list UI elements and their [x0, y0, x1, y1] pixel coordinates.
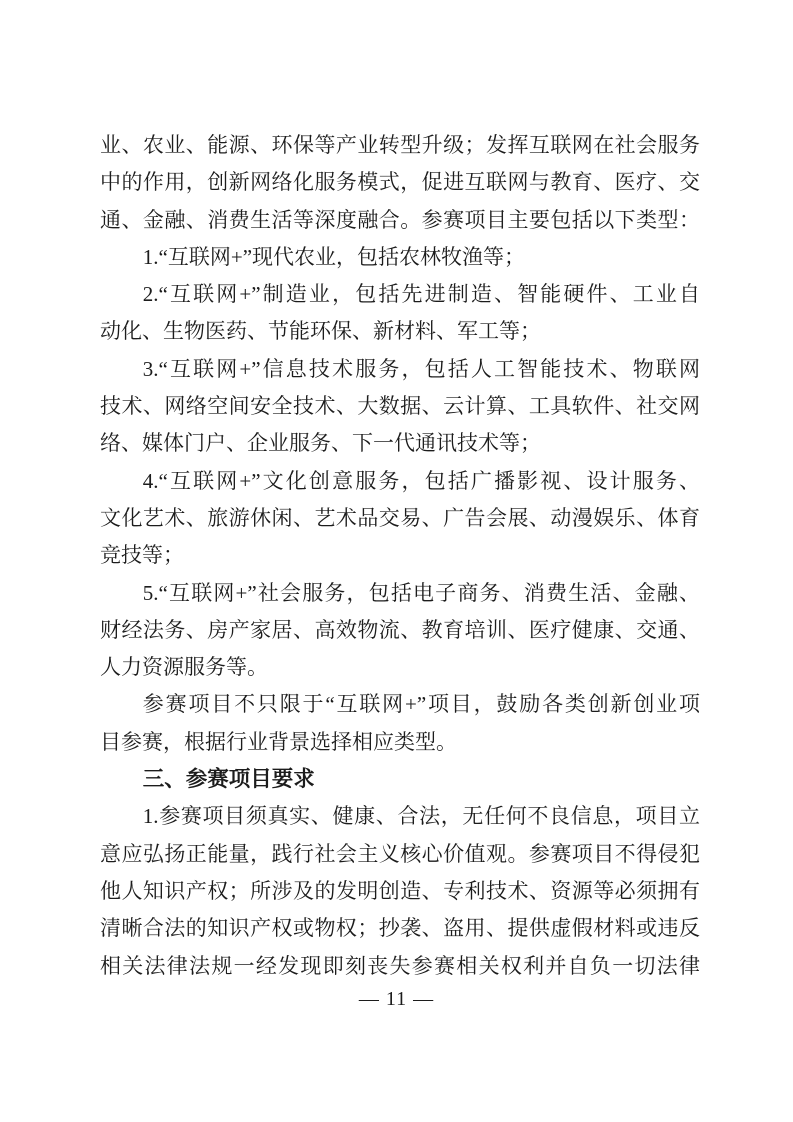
- body-line: 通、金融、消费生活等深度融合。参赛项目主要包括以下类型：: [100, 207, 700, 232]
- body-line: 业、农业、能源、环保等产业转型升级；发挥互联网在社会服务: [100, 133, 700, 157]
- list-item-line: 2.“互联网+”制造业，包括先进制造、智能硬件、工业自: [142, 282, 700, 307]
- body-line: 技术、网络空间安全技术、大数据、云计算、工具软件、社交网: [100, 394, 700, 419]
- body-line: 文化艺术、旅游休闲、艺术品交易、广告会展、动漫娱乐、体育: [100, 505, 700, 530]
- body-line: 络、媒体门户、企业服务、下一代通讯技术等；: [100, 431, 541, 456]
- body-line: 清晰合法的知识产权或物权；抄袭、盗用、提供虚假材料或违反: [100, 916, 700, 941]
- body-line: 中的作用，创新网络化服务模式，促进互联网与教育、医疗、交: [100, 170, 700, 195]
- body-line: 相关法律法规一经发现即刻丧失参赛相关权利并自负一切法律: [100, 953, 700, 978]
- body-line: 1.参赛项目须真实、健康、合法，无任何不良信息，项目立: [142, 804, 700, 829]
- body-line: 意应弘扬正能量，践行社会主义核心价值观。参赛项目不得侵犯: [100, 841, 700, 866]
- body-line: 财经法务、房产家居、高效物流、教育培训、医疗健康、交通、: [100, 617, 700, 642]
- list-item-line: 3.“互联网+”信息技术服务，包括人工智能技术、物联网: [142, 356, 700, 381]
- list-item-line: 1.“互联网+”现代农业，包括农林牧渔等；: [142, 244, 526, 269]
- body-line: 竞技等；: [100, 543, 184, 568]
- body-line: 参赛项目不只限于“互联网+”项目，鼓励各类创新创业项: [142, 692, 700, 717]
- page-number: — 11 —: [358, 988, 435, 1010]
- list-item-line: 5.“互联网+”社会服务，包括电子商务、消费生活、金融、: [142, 580, 700, 605]
- body-line: 他人知识产权；所涉及的发明创造、专利技术、资源等必须拥有: [100, 878, 700, 903]
- body-line: 目参赛，根据行业背景选择相应类型。: [100, 729, 457, 754]
- list-item-line: 4.“互联网+”文化创意服务，包括广播影视、设计服务、: [142, 468, 700, 493]
- body-line: 动化、生物医药、节能环保、新材料、军工等；: [100, 319, 541, 344]
- section-heading: 三、参赛项目要求: [142, 767, 315, 792]
- body-line: 人力资源服务等。: [100, 655, 268, 680]
- document-body: [100, 127, 700, 985]
